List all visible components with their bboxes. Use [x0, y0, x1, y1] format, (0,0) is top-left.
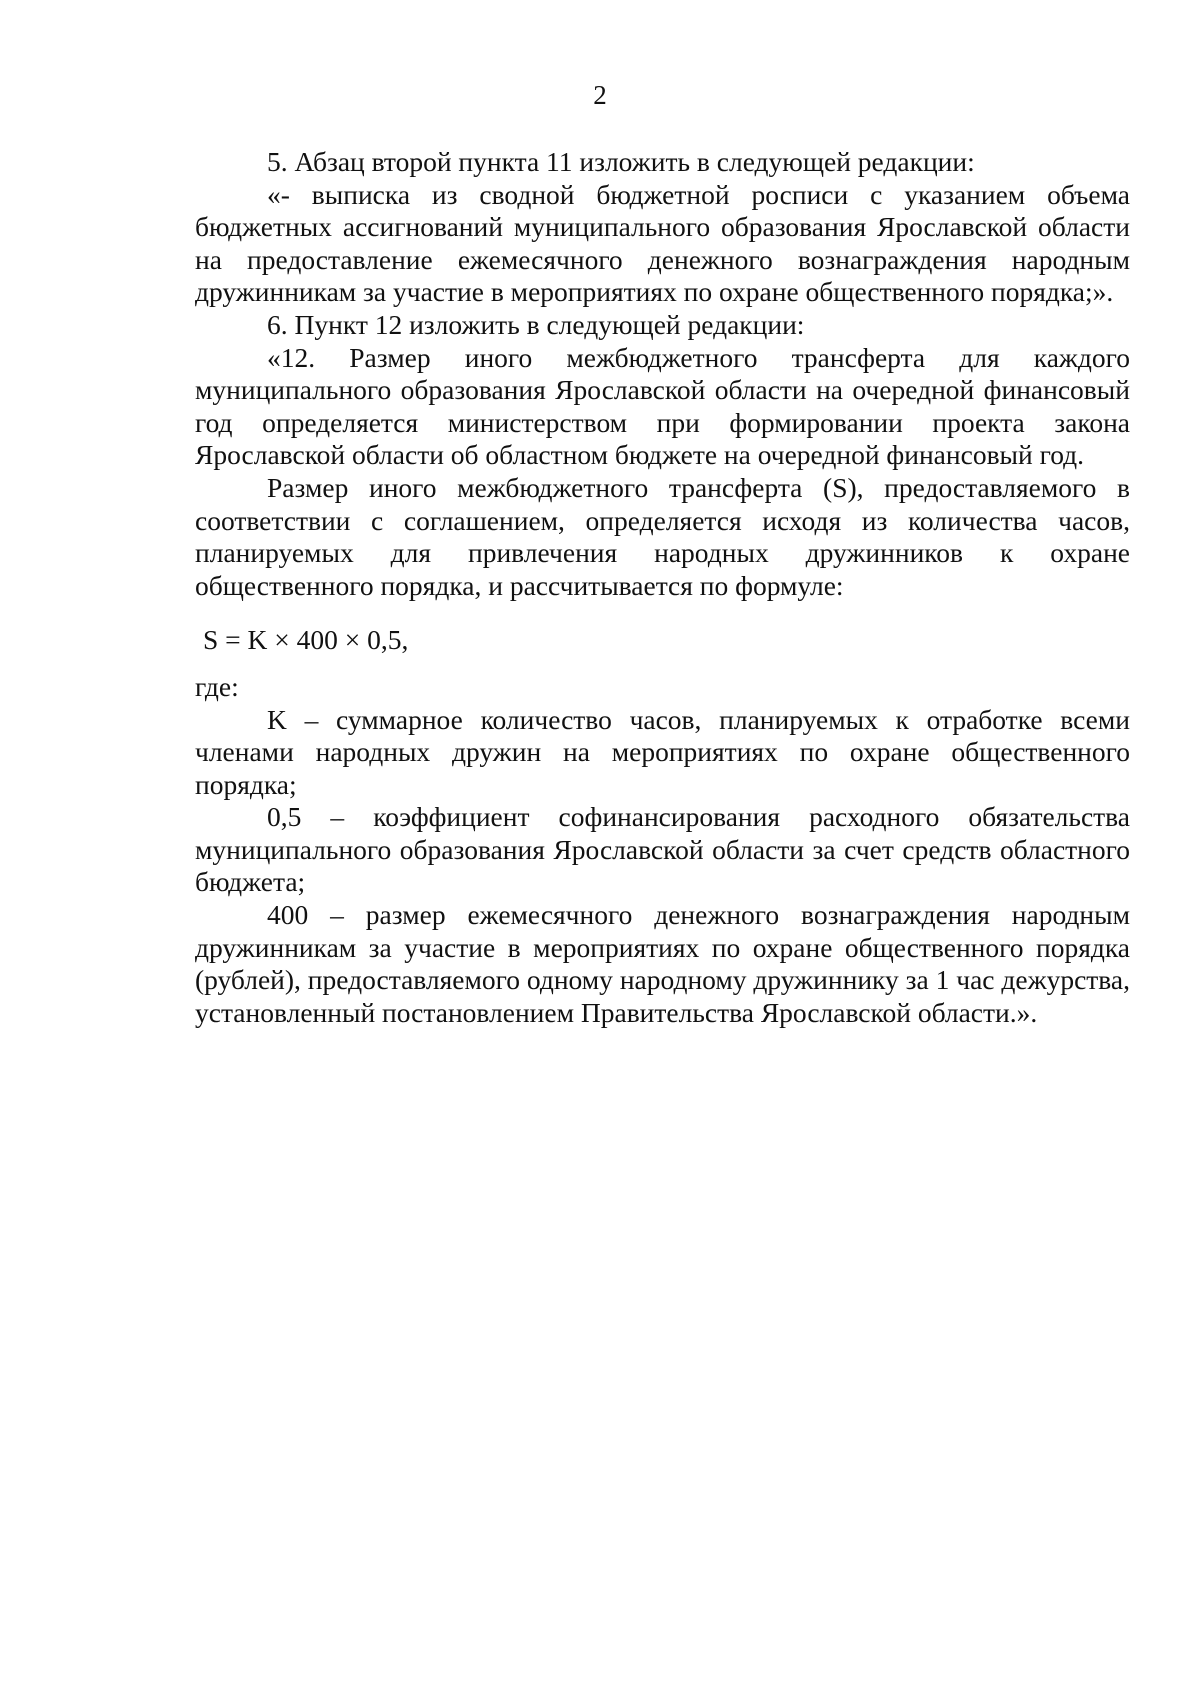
- page-number: 2: [593, 80, 607, 110]
- paragraph-amendment-5: 5. Абзац второй пункта 11 изложить в следующей редакции:: [267, 146, 975, 177]
- formula: S = K × 400 × 0,5,: [203, 624, 409, 656]
- definition-400: 400 – размер ежемесячного денежного вознаграждения народным дружинникам за участие в мероприятиях по охране общественного порядка (рублей), предоставляемого одному народному дружиннику за 1 час дежурства, установленный постановлением Правительства Ярославской области.».: [195, 899, 1130, 1028]
- definition-k: K – суммарное количество часов, планируемых к отработке всеми членами народных дружин на мероприятиях по охране общественного порядка;: [195, 703, 1130, 800]
- definition-coefficient: 0,5 – коэффициент софинансирования расходного обязательства муниципального образования Ярославской области за счет средств областного бюджета;: [195, 801, 1130, 898]
- paragraph-amendment-6: 6. Пункт 12 изложить в следующей редакции:: [267, 308, 805, 340]
- paragraph-transfer-size: Размер иного межбюджетного трансферта (S), предоставляемого в соответствии с соглашением, определяется исходя из количества часов, планируемых для привлечения народных дружинников к охране общественного порядка, и рассчитывается по формуле:: [195, 471, 1130, 601]
- document-body: [195, 146, 1130, 1029]
- paragraph-item-12: «12. Размер иного межбюджетного трансферта для каждого муниципального образования Ярославской области на очередной финансовый год определяется министерством при формировании проекта закона Ярославской области об областном бюджете на очередной финансовый год.: [195, 341, 1130, 471]
- paragraph-budget-extract: «- выписка из сводной бюджетной росписи с указанием объема бюджетных ассигнований муниципального образования Ярославской области на предоставление ежемесячного денежного вознаграждения народным дружинникам за участие в мероприятиях по охране общественного порядка;».: [195, 178, 1130, 308]
- where-label: где:: [195, 670, 239, 702]
